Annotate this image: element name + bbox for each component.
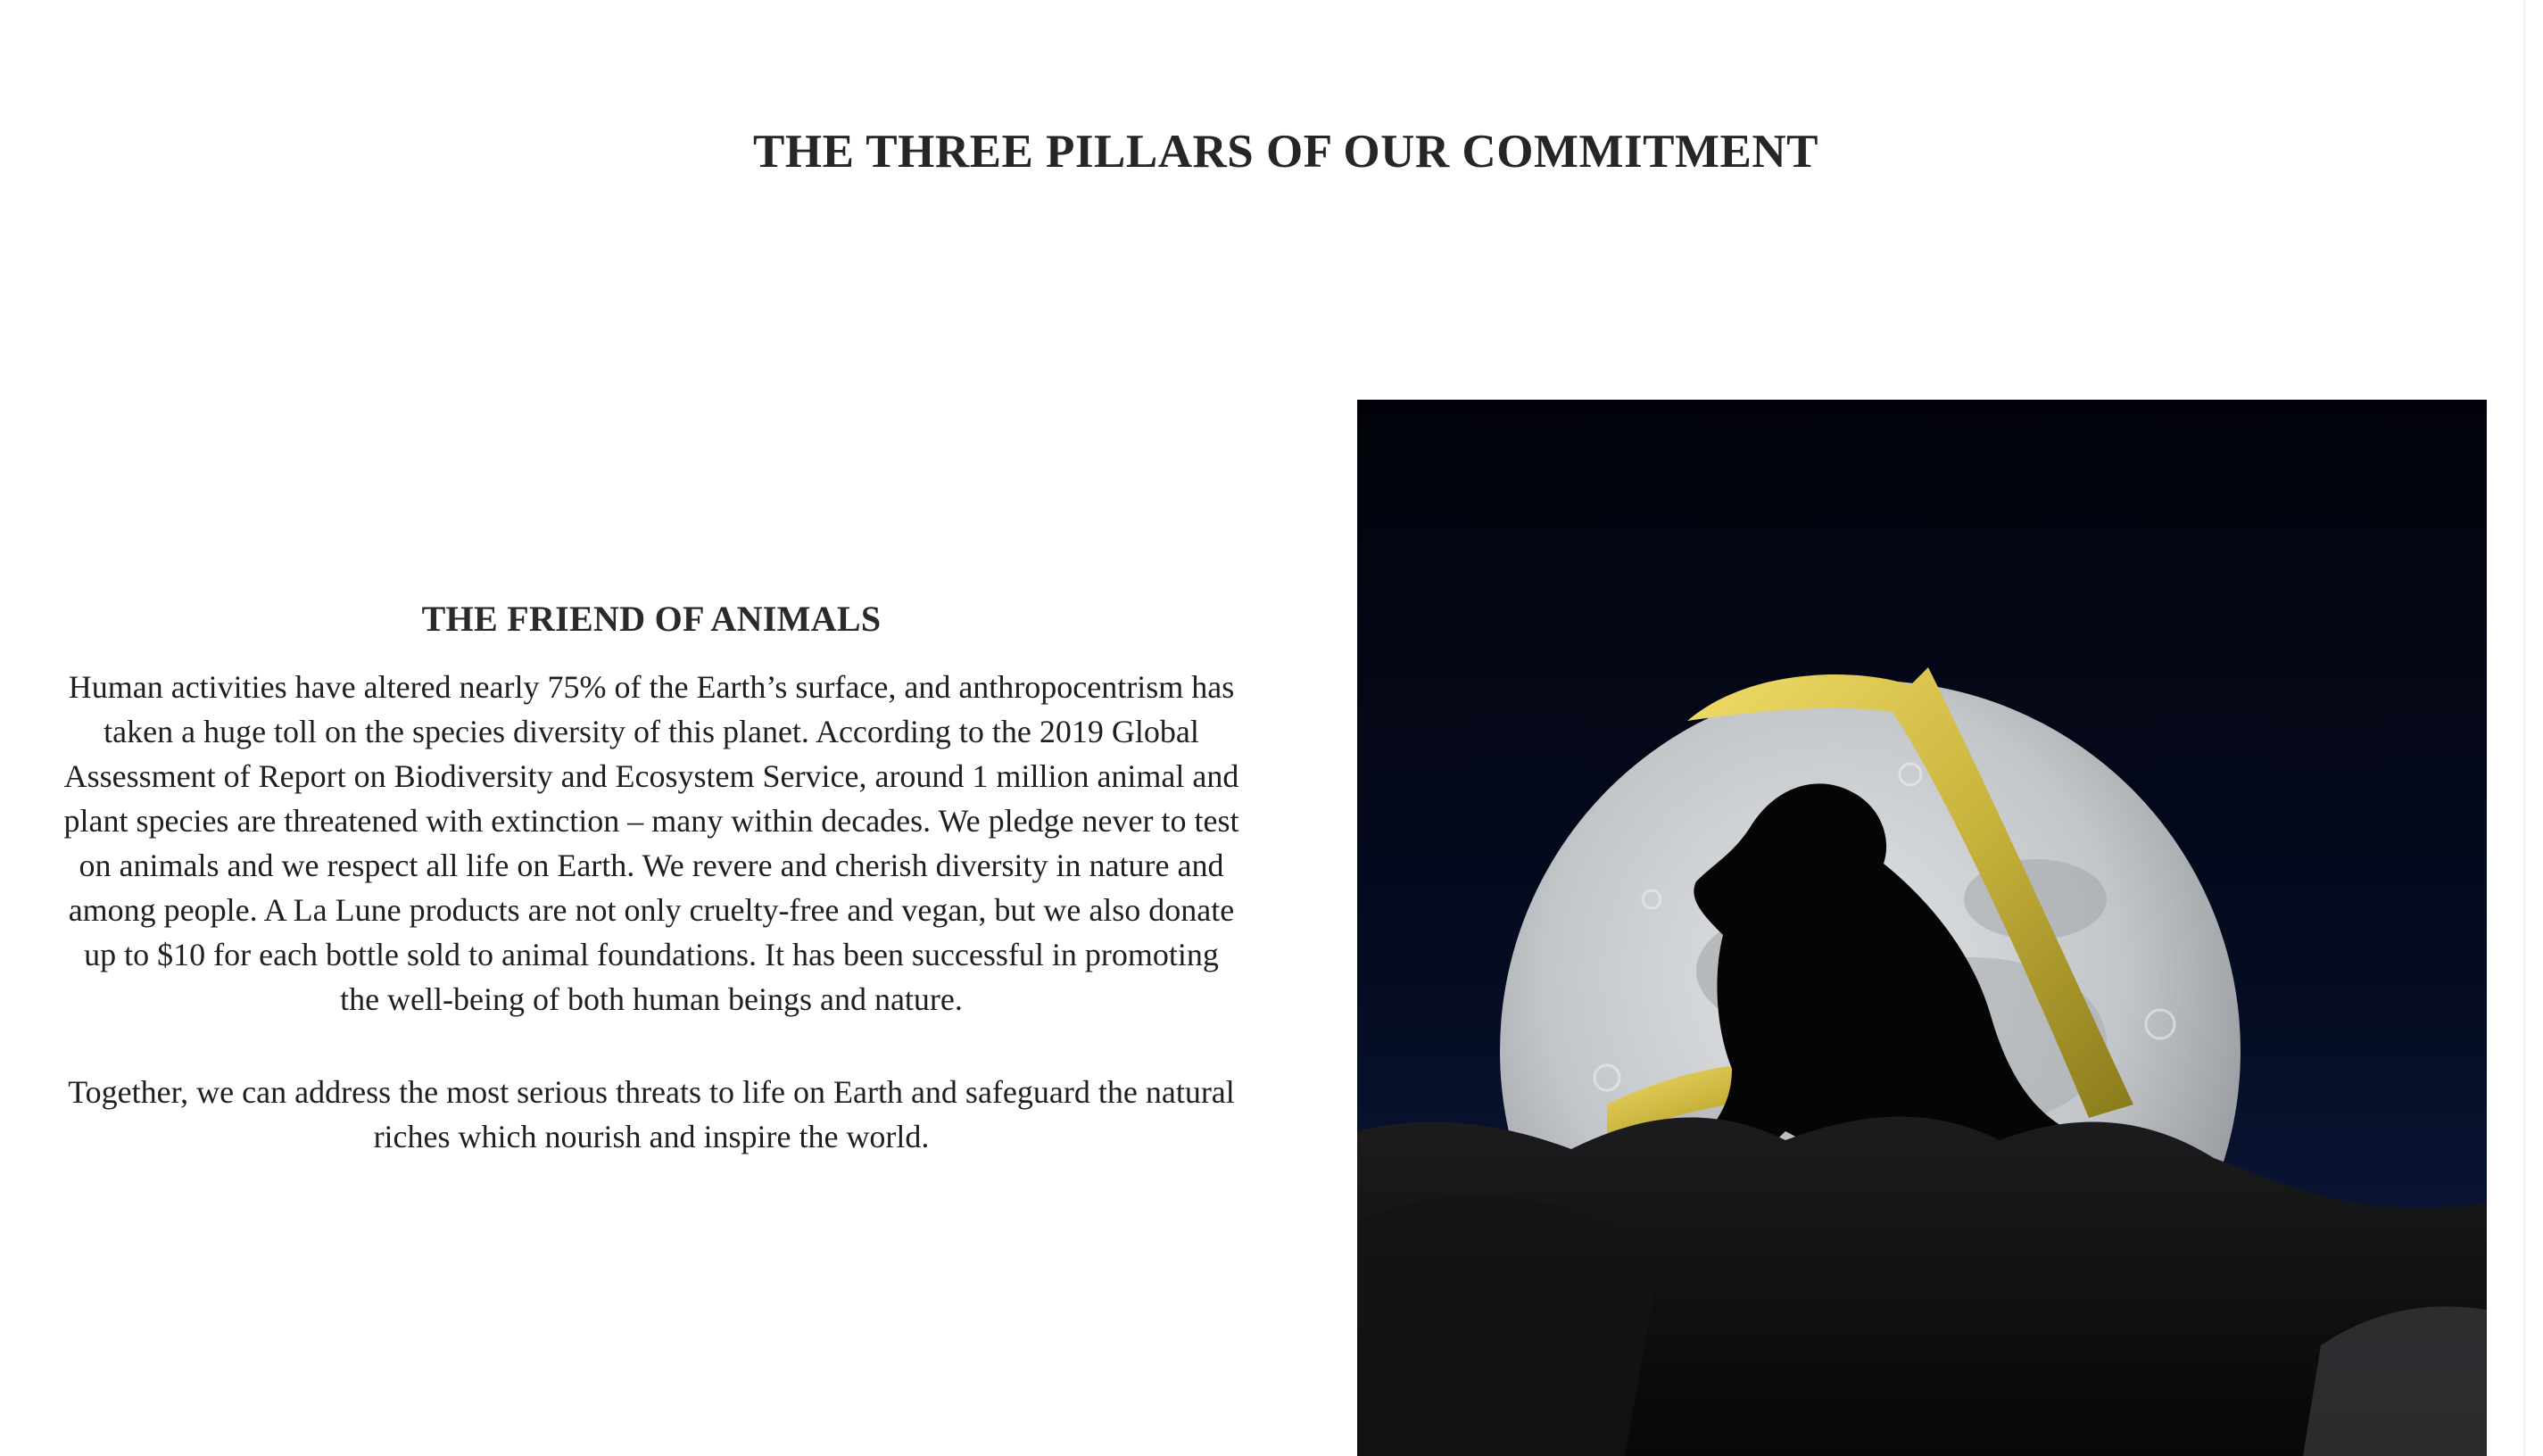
section-paragraph-1: Human activities have altered nearly 75% of the Earth’s surface, and anthropocentrism has taken a huge toll on the species diversity of this planet. According to the 2019 Global Assessment of Report on Biodiversity and Ecosystem Service, around 1 million animal and plant species are threatened with extinction – many within decades. We pledge never to test on animals and we respect all life on Earth. We revere and cherish diversity in nature and among people. A La Lune products are not only cruelty-free and vegan, but we also donate up to $10 for each bottle sold to animal foundations. It has been successful in promoting the well-being of both human beings and nature. xyxy=(63,669,1239,1017)
page-edge-divider xyxy=(2523,0,2525,1456)
wolf-moon-illustration xyxy=(1357,400,2487,1456)
section-paragraph-2: Together, we can address the most serious threats to life on Earth and safeguard the natural riches which nourish and inspire the world. xyxy=(68,1074,1235,1154)
wolf-moon-image xyxy=(1357,400,2487,1456)
section-heading: THE FRIEND OF ANIMALS xyxy=(421,599,882,639)
page-title: THE THREE PILLARS OF OUR COMMITMENT xyxy=(753,126,1818,178)
pillar-text-column xyxy=(62,598,1240,1159)
